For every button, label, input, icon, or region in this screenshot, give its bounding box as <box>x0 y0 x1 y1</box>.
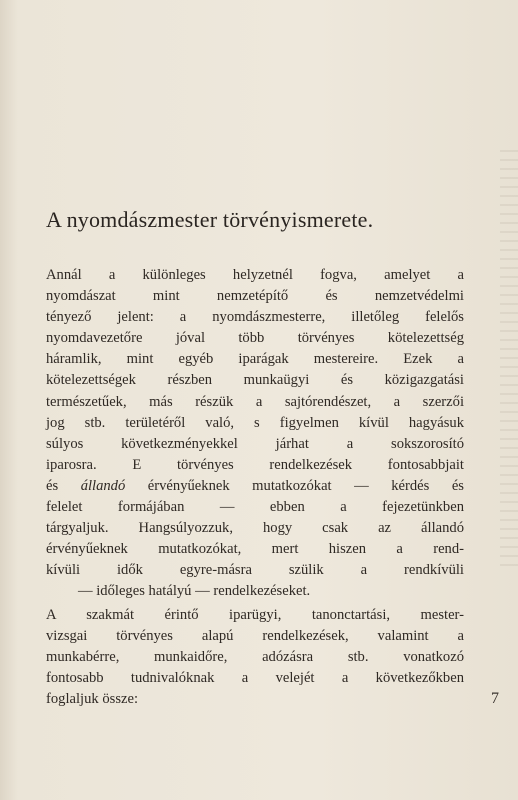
text-line: tárgyaljuk. Hangsúlyozzuk, hogy csak az állandó <box>46 520 464 537</box>
text-line: Annál a különleges helyzetnél fogva, amelyet a <box>46 267 464 283</box>
body-text <box>46 265 464 710</box>
page-title: A nyomdászmester törvényismerete. <box>46 207 374 232</box>
text-line: érvényűeknek mutatkozókat, mert hiszen a rend- <box>46 541 464 558</box>
text-line: háramlik, mint egyéb iparágak mestereire. Ezek a <box>46 351 464 368</box>
text-line: nyomdászat mint nemzetépítő és nemzetvédelmi <box>46 288 464 305</box>
text-line: nyomdavezetőre jóval több törvényes kötelezettség <box>46 330 464 347</box>
text-line: vizsgai törvényes alapú rendelkezések, valamint a <box>46 627 464 644</box>
text-line: kívüli idők egyre-másra szülik a rendkívüli <box>46 562 464 579</box>
text-line: A szakmát érintő iparügyi, tanonctartási, mester- <box>46 606 464 623</box>
text-line: kötelezettségek részben munkaügyi és közigazgatási <box>46 372 464 389</box>
text-line: munkabérre, munkaidőre, adózásra stb. vonatkozó <box>46 648 464 665</box>
text-line: tényező jelent: a nyomdászmesterre, illetőleg felelős <box>46 309 464 326</box>
text-line: súlyos következményekkel járhat a sokszorosító <box>46 435 464 452</box>
text-line: fontosabb tudnivalóknak a velejét a következőkben <box>46 669 464 686</box>
text-line: természetűek, más részük a sajtórendészet, a szerzői <box>46 393 464 410</box>
text-line: és állandó érvényűeknek mutatkozókat — kérdés és <box>46 477 464 494</box>
text-line: iparosra. E törvényes rendelkezések fontosabbjait <box>46 456 464 473</box>
text-line: felelet formájában — ebben a fejezetünkben <box>46 499 464 516</box>
show-through-shadow <box>500 150 518 570</box>
text-line: jog stb. területéről való, s figyelmen kívül hagyásuk <box>46 414 464 431</box>
page-number: 7 <box>491 690 499 707</box>
text-line: foglaljuk össze: <box>46 690 139 707</box>
text-line: — időleges hatályú — rendelkezéseket. <box>78 583 311 600</box>
